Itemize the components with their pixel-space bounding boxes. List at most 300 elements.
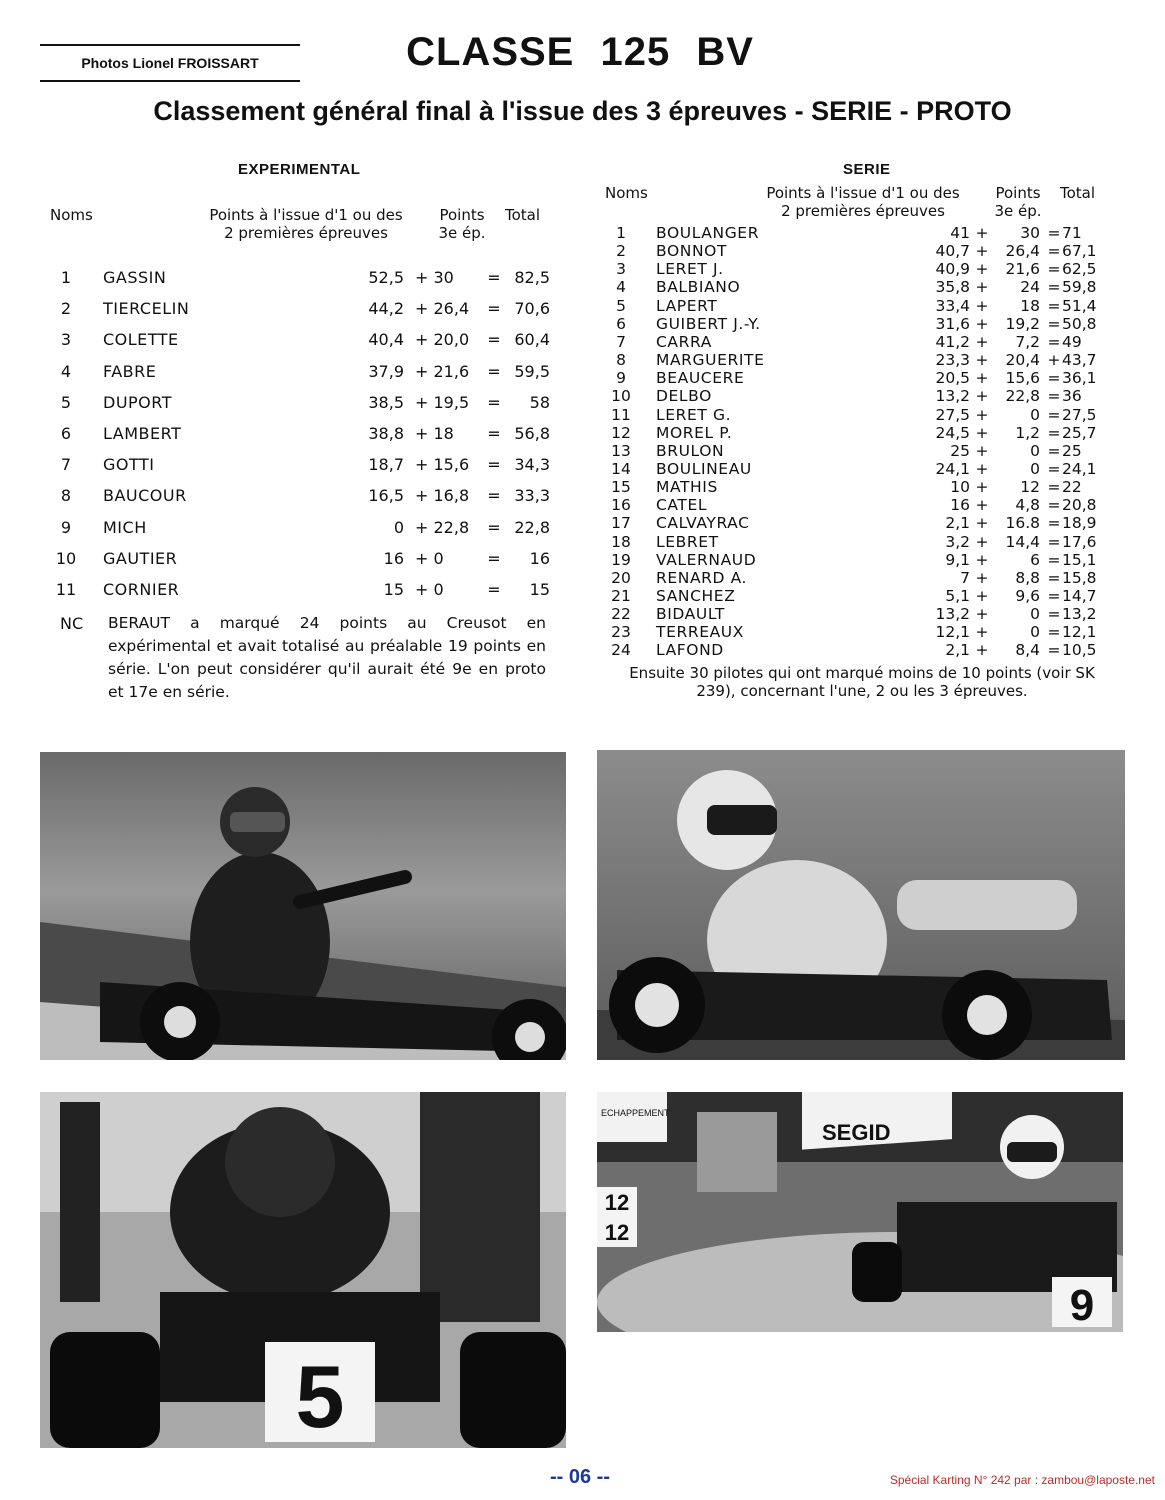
rank-cell: 24: [611, 641, 631, 660]
total-cell: 15,8: [1062, 568, 1097, 587]
plus-cell: +: [975, 441, 989, 460]
total-cell: 59,5: [514, 361, 550, 381]
table-row: [600, 587, 1105, 605]
equals-cell: =: [1047, 623, 1061, 642]
points-cell: 9,1: [945, 550, 970, 569]
table-row: [40, 393, 560, 417]
page-title: CLASSE 125 BV: [406, 30, 754, 74]
kart-number-5: 5: [295, 1347, 345, 1446]
third-race-cell: + 21,6: [415, 361, 470, 381]
total-cell: 62,5: [1062, 260, 1097, 279]
points-cell: 24,5: [935, 423, 970, 442]
equals-cell: =: [487, 361, 501, 381]
total-cell: 36: [1062, 387, 1082, 406]
table-row: [40, 549, 560, 573]
total-cell: 34,3: [514, 455, 550, 475]
total-cell: 12,1: [1062, 623, 1097, 642]
points-cell: 16,5: [368, 486, 404, 506]
equals-cell: =: [1047, 641, 1061, 660]
rank-cell: 1: [616, 224, 626, 242]
rank-cell: 11: [611, 405, 631, 424]
third-race-cell: 4,8: [1015, 496, 1040, 515]
experimental-col-3e-line1: Points: [439, 206, 485, 224]
total-cell: 60,4: [514, 330, 550, 350]
name-cell: BAUCOUR: [103, 486, 187, 506]
third-race-cell: 8,4: [1015, 641, 1040, 660]
plus-cell: +: [975, 242, 989, 261]
third-race-cell: + 16,8: [415, 486, 470, 506]
table-row: [40, 455, 560, 479]
third-race-cell: 9,6: [1015, 587, 1040, 605]
total-cell: 10,5: [1062, 641, 1097, 660]
table-row: [600, 278, 1105, 296]
name-cell: MARGUERITE: [656, 351, 765, 370]
table-row: [600, 297, 1105, 315]
rank-cell: 17: [611, 514, 631, 533]
total-cell: 67,1: [1062, 242, 1097, 261]
name-cell: BOULINEAU: [656, 459, 752, 478]
equals-cell: =: [1047, 496, 1061, 515]
serie-col-points-line2: 2 premières épreuves: [781, 202, 945, 220]
name-cell: VALERNAUD: [656, 550, 757, 569]
table-row: [600, 333, 1105, 351]
name-cell: CORNIER: [103, 580, 180, 599]
name-cell: BONNOT: [656, 242, 728, 261]
table-row: [600, 460, 1105, 478]
serie-col-total: Total: [1060, 184, 1096, 202]
equals-cell: =: [1047, 587, 1061, 605]
table-row: [40, 486, 560, 510]
rank-cell: 10: [55, 548, 77, 568]
rank-cell: 3: [616, 260, 626, 279]
points-cell: 10: [950, 478, 970, 497]
equals-cell: =: [1047, 242, 1061, 261]
table-row: [600, 242, 1105, 260]
plus-cell: +: [975, 568, 989, 587]
third-race-cell: 21,6: [1005, 260, 1040, 279]
page-number: -- 06 --: [550, 1466, 610, 1488]
name-cell: LAFOND: [656, 641, 724, 660]
rank-cell: 13: [611, 441, 631, 460]
rank-cell: 15: [611, 478, 631, 497]
equals-cell: =: [487, 392, 501, 412]
table-row: [600, 406, 1105, 424]
equals-cell: =: [1047, 314, 1061, 333]
name-cell: BOULANGER: [656, 224, 760, 242]
third-race-cell: 7,2: [1015, 332, 1040, 351]
name-cell: TIERCELIN: [103, 299, 190, 319]
name-cell: MICH: [103, 517, 147, 537]
total-cell: 25: [1062, 441, 1082, 460]
plus-cell: +: [975, 423, 989, 442]
experimental-col-points-line2: 2 premières épreuves: [224, 224, 388, 242]
third-race-cell: 0: [1030, 405, 1040, 424]
third-race-cell: 0: [1030, 605, 1040, 624]
table-row: [600, 260, 1105, 278]
plus-cell: +: [975, 296, 989, 315]
plus-cell: +: [975, 532, 989, 551]
rank-cell: 5: [616, 296, 626, 315]
table-row: [600, 351, 1105, 369]
points-cell: 41: [950, 224, 970, 242]
points-cell: 24,1: [935, 459, 970, 478]
equals-cell: +: [1047, 351, 1061, 370]
total-cell: 17,6: [1062, 532, 1097, 551]
rank-cell: 23: [611, 623, 631, 642]
page-subtitle: Classement général final à l'issue des 3 épreuves - SERIE - PROTO: [153, 96, 1012, 126]
equals-cell: =: [1047, 260, 1061, 279]
equals-cell: =: [1047, 550, 1061, 569]
name-cell: BALBIANO: [656, 278, 741, 297]
equals-cell: =: [1047, 224, 1061, 242]
name-cell: TERREAUX: [656, 623, 744, 642]
third-race-cell: + 15,6: [415, 455, 470, 475]
points-cell: 38,5: [368, 392, 404, 412]
total-cell: 27,5: [1062, 405, 1097, 424]
name-cell: SANCHEZ: [656, 587, 736, 605]
name-cell: LEBRET: [656, 532, 719, 551]
points-cell: 15: [383, 580, 404, 599]
nc-label: NC: [60, 614, 84, 633]
rank-cell: 18: [611, 532, 631, 551]
name-cell: RENARD A.: [656, 568, 748, 587]
third-race-cell: 6: [1030, 550, 1040, 569]
points-cell: 41,2: [935, 332, 970, 351]
third-race-cell: 0: [1030, 623, 1040, 642]
kart-number-12a: 12: [604, 1190, 630, 1215]
name-cell: COLETTE: [103, 330, 179, 350]
plus-cell: +: [975, 260, 989, 279]
total-cell: 22,8: [514, 517, 550, 537]
table-row: [40, 299, 560, 323]
third-race-cell: 26,4: [1005, 242, 1040, 261]
points-cell: 35,8: [935, 278, 970, 297]
serie-col-3e-line1: Points: [995, 184, 1041, 202]
name-cell: LERET J.: [656, 260, 724, 279]
table-row: [600, 623, 1105, 641]
total-cell: 51,4: [1062, 296, 1097, 315]
rank-cell: 4: [60, 361, 72, 381]
points-cell: 27,5: [935, 405, 970, 424]
table-row: [600, 387, 1105, 405]
table-row: [40, 268, 560, 292]
photo-credit: [40, 44, 300, 82]
third-race-cell: 20,4: [1005, 351, 1040, 370]
points-cell: 52,5: [368, 268, 404, 287]
equals-cell: =: [487, 455, 501, 475]
third-race-cell: + 0: [415, 580, 444, 599]
total-cell: 18,9: [1062, 514, 1097, 533]
plus-cell: +: [975, 351, 989, 370]
points-cell: 44,2: [368, 299, 404, 319]
total-cell: 16: [529, 548, 550, 568]
total-cell: 70,6: [514, 299, 550, 319]
equals-cell: =: [487, 424, 501, 443]
equals-cell: =: [487, 299, 501, 319]
equals-cell: =: [487, 548, 501, 568]
rank-cell: 7: [616, 332, 626, 351]
points-cell: 16: [950, 496, 970, 515]
serie-col-points-line1: Points à l'issue d'1 ou des: [766, 184, 960, 202]
third-race-cell: 16.8: [1005, 514, 1040, 533]
table-row: [40, 424, 560, 448]
total-cell: 59,8: [1062, 278, 1097, 297]
serie-title: SERIE: [843, 161, 891, 178]
equals-cell: =: [487, 580, 501, 599]
equals-cell: =: [1047, 369, 1061, 388]
name-cell: LAPERT: [656, 296, 718, 315]
plus-cell: +: [975, 369, 989, 388]
plus-cell: +: [975, 224, 989, 242]
name-cell: DELBO: [656, 387, 712, 406]
total-cell: 36,1: [1062, 369, 1097, 388]
total-cell: 15,1: [1062, 550, 1097, 569]
points-cell: 2,1: [945, 514, 970, 533]
table-row: [40, 330, 560, 354]
serie-col-3e: [988, 184, 1048, 220]
rank-cell: 22: [611, 605, 631, 624]
segid-sign: SEGID: [822, 1120, 891, 1145]
rank-cell: 20: [611, 568, 631, 587]
plus-cell: +: [975, 605, 989, 624]
name-cell: LAMBERT: [103, 424, 182, 443]
total-cell: 25,7: [1062, 423, 1097, 442]
experimental-col-total: Total: [505, 206, 541, 224]
points-cell: 16: [383, 548, 404, 568]
equals-cell: =: [1047, 605, 1061, 624]
name-cell: GASSIN: [103, 268, 167, 287]
rank-cell: 11: [55, 580, 77, 599]
total-cell: 33,3: [514, 486, 550, 506]
photo-kart-side-1: [40, 752, 566, 1060]
total-cell: 15: [529, 580, 550, 599]
total-cell: 71: [1062, 224, 1082, 242]
experimental-title: EXPERIMENTAL: [238, 161, 361, 178]
equals-cell: =: [487, 330, 501, 350]
points-cell: 23,3: [935, 351, 970, 370]
plus-cell: +: [975, 459, 989, 478]
serie-note: Ensuite 30 pilotes qui ont marqué moins de 10 points (voir SK 239), concernant l'une, 2 ou les 3 épreuves.: [629, 664, 1095, 700]
equals-cell: =: [1047, 532, 1061, 551]
third-race-cell: 0: [1030, 441, 1040, 460]
total-cell: 56,8: [514, 424, 550, 443]
rank-cell: 5: [60, 392, 72, 412]
third-race-cell: + 26,4: [415, 299, 470, 319]
total-cell: 13,2: [1062, 605, 1097, 624]
table-row: [600, 496, 1105, 514]
rank-cell: 6: [616, 314, 626, 333]
total-cell: 49: [1062, 332, 1082, 351]
points-cell: 25: [950, 441, 970, 460]
name-cell: FABRE: [103, 361, 157, 381]
plus-cell: +: [975, 623, 989, 642]
equals-cell: =: [1047, 423, 1061, 442]
name-cell: CARRA: [656, 332, 712, 351]
points-cell: 33,4: [935, 296, 970, 315]
total-cell: 43,7: [1062, 351, 1097, 370]
serie-col-3e-line2: 3e ép.: [994, 202, 1042, 220]
echappement-sign: ECHAPPEMENT: [601, 1108, 670, 1118]
points-cell: 5,1: [945, 587, 970, 605]
plus-cell: +: [975, 641, 989, 660]
photo-kart-rear: [40, 1092, 566, 1448]
rank-cell: 14: [611, 459, 631, 478]
table-row: [600, 605, 1105, 623]
name-cell: LERET G.: [656, 405, 732, 424]
table-row: [600, 533, 1105, 551]
plus-cell: +: [975, 405, 989, 424]
equals-cell: =: [1047, 568, 1061, 587]
third-race-cell: 8,8: [1015, 568, 1040, 587]
third-race-cell: 12: [1020, 478, 1040, 497]
plus-cell: +: [975, 478, 989, 497]
rank-cell: 3: [60, 330, 72, 350]
nc-note: BERAUT a marqué 24 points au Creusot en expérimental et avait totalisé au préalable 19 points en série. L'on peut considérer qu'il aurait été 9e en proto et 17e en série.: [108, 614, 546, 701]
points-cell: 38,8: [368, 424, 404, 443]
experimental-col-points: [190, 206, 422, 242]
kart-number-12b: 12: [604, 1220, 630, 1245]
photo-kart-side-2: [597, 750, 1125, 1060]
table-row: [600, 224, 1105, 242]
plus-cell: +: [975, 314, 989, 333]
name-cell: BIDAULT: [656, 605, 725, 624]
table-row: [40, 518, 560, 542]
name-cell: BEAUCERE: [656, 369, 745, 388]
experimental-col-points-line1: Points à l'issue d'1 ou des: [209, 206, 403, 224]
name-cell: BRULON: [656, 441, 725, 460]
total-cell: 20,8: [1062, 496, 1097, 515]
equals-cell: =: [1047, 278, 1061, 297]
third-race-cell: 22,8: [1005, 387, 1040, 406]
equals-cell: =: [1047, 387, 1061, 406]
rank-cell: 2: [60, 299, 72, 319]
points-cell: 12,1: [935, 623, 970, 642]
photo-karts-racing: [597, 1092, 1123, 1332]
plus-cell: +: [975, 550, 989, 569]
rank-cell: 16: [611, 496, 631, 515]
plus-cell: +: [975, 496, 989, 515]
third-race-cell: + 18: [415, 424, 454, 443]
plus-cell: +: [975, 587, 989, 605]
third-race-cell: 19,2: [1005, 314, 1040, 333]
total-cell: 22: [1062, 478, 1082, 497]
points-cell: 40,7: [935, 242, 970, 261]
points-cell: 0: [393, 517, 404, 537]
kart-number-9: 9: [1069, 1281, 1095, 1330]
serie-col-noms: Noms: [605, 184, 648, 202]
plus-cell: +: [975, 332, 989, 351]
rank-cell: 7: [60, 455, 72, 475]
points-cell: 13,2: [935, 387, 970, 406]
footer-credit: Spécial Karting N° 242 par : zambou@laposte.net: [889, 1473, 1155, 1487]
name-cell: GAUTIER: [103, 548, 178, 568]
total-cell: 50,8: [1062, 314, 1097, 333]
third-race-cell: 15,6: [1005, 369, 1040, 388]
rank-cell: 9: [616, 369, 626, 388]
rank-cell: 6: [60, 424, 72, 443]
total-cell: 24,1: [1062, 459, 1097, 478]
plus-cell: +: [975, 278, 989, 297]
third-race-cell: 14,4: [1005, 532, 1040, 551]
rank-cell: 2: [616, 242, 626, 261]
third-race-cell: 24: [1020, 278, 1040, 297]
equals-cell: =: [1047, 514, 1061, 533]
rank-cell: 8: [60, 486, 72, 506]
equals-cell: =: [1047, 459, 1061, 478]
name-cell: CATEL: [656, 496, 708, 515]
equals-cell: =: [487, 486, 501, 506]
third-race-cell: 0: [1030, 459, 1040, 478]
rank-cell: 10: [611, 387, 631, 406]
table-row: [600, 315, 1105, 333]
name-cell: GUIBERT J.-Y.: [656, 314, 761, 333]
table-row: [600, 442, 1105, 460]
table-row: [600, 569, 1105, 587]
points-cell: 40,9: [935, 260, 970, 279]
name-cell: CALVAYRAC: [656, 514, 750, 533]
equals-cell: =: [1047, 405, 1061, 424]
experimental-col-3e: [432, 206, 492, 242]
table-row: [600, 369, 1105, 387]
third-race-cell: 18: [1020, 296, 1040, 315]
rank-cell: 1: [60, 268, 72, 287]
third-race-cell: 1,2: [1015, 423, 1040, 442]
equals-cell: =: [1047, 296, 1061, 315]
third-race-cell: 30: [1020, 224, 1040, 242]
table-row: [600, 424, 1105, 442]
third-race-cell: + 0: [415, 548, 444, 568]
points-cell: 7: [960, 568, 970, 587]
photo-credit-text: Photos Lionel FROISSART: [81, 55, 259, 71]
rank-cell: 4: [616, 278, 626, 297]
total-cell: 82,5: [514, 268, 550, 287]
rank-cell: 12: [611, 423, 631, 442]
points-cell: 40,4: [368, 330, 404, 350]
plus-cell: +: [975, 387, 989, 406]
serie-col-points: [745, 184, 981, 220]
third-race-cell: + 20,0: [415, 330, 470, 350]
rank-cell: 19: [611, 550, 631, 569]
points-cell: 31,6: [935, 314, 970, 333]
rank-cell: 21: [611, 587, 631, 605]
plus-cell: +: [975, 514, 989, 533]
table-row: [600, 641, 1105, 659]
equals-cell: =: [1047, 441, 1061, 460]
third-race-cell: + 22,8: [415, 517, 470, 537]
points-cell: 20,5: [935, 369, 970, 388]
rank-cell: 8: [616, 351, 626, 370]
table-row: [40, 580, 560, 604]
name-cell: GOTTI: [103, 455, 155, 475]
table-row: [40, 362, 560, 386]
points-cell: 18,7: [368, 455, 404, 475]
equals-cell: =: [1047, 332, 1061, 351]
points-cell: 2,1: [945, 641, 970, 660]
third-race-cell: + 30: [415, 268, 454, 287]
experimental-col-3e-line2: 3e ép.: [438, 224, 486, 242]
rank-cell: 9: [60, 517, 72, 537]
experimental-col-noms: Noms: [50, 206, 93, 224]
points-cell: 37,9: [368, 361, 404, 381]
name-cell: DUPORT: [103, 392, 172, 412]
total-cell: 58: [529, 392, 550, 412]
equals-cell: =: [487, 268, 501, 287]
table-row: [600, 478, 1105, 496]
name-cell: MOREL P.: [656, 423, 733, 442]
equals-cell: =: [487, 517, 501, 537]
equals-cell: =: [1047, 478, 1061, 497]
points-cell: 13,2: [935, 605, 970, 624]
